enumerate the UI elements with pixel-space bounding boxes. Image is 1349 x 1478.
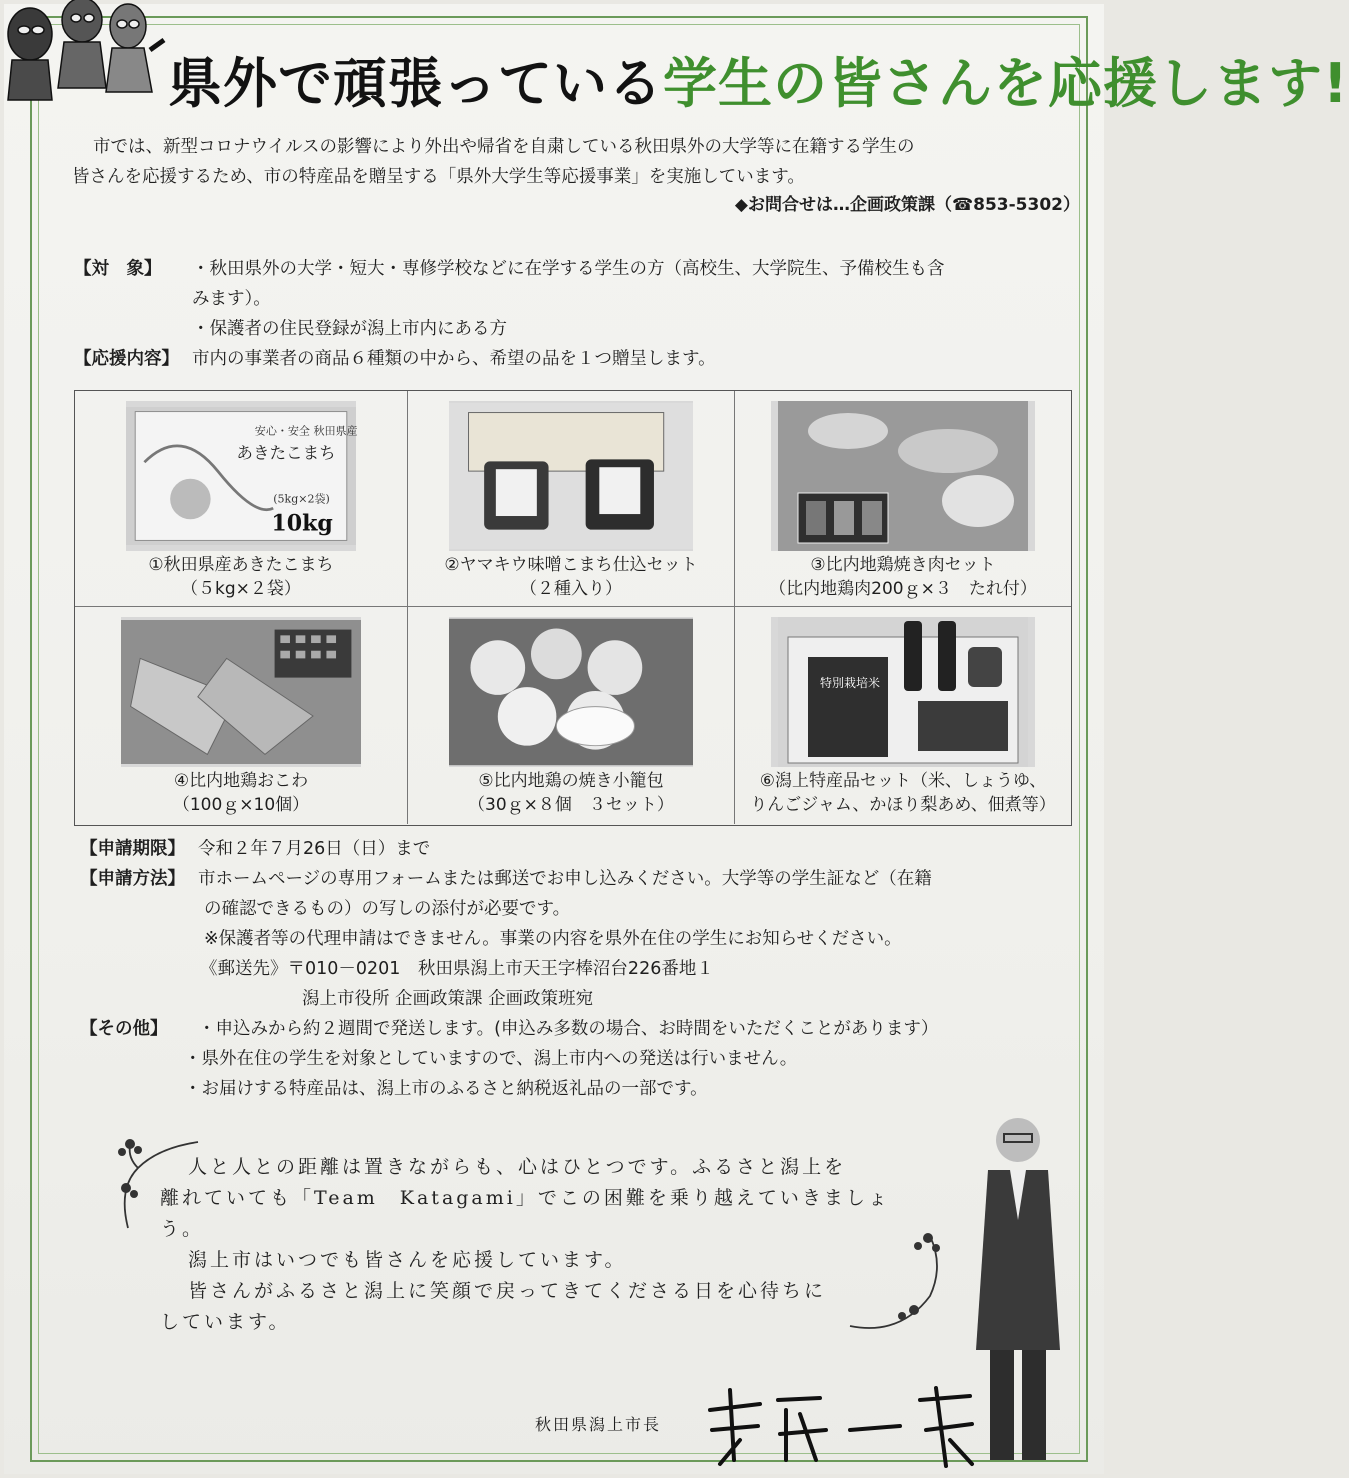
target-item-2: ・保護者の住民登録が潟上市内にある方 — [192, 319, 507, 339]
headline-part2: 学生の皆さんを応援します! — [663, 52, 1349, 115]
message-line-3: 潟上市はいつでも皆さんを応援しています。 — [188, 1249, 627, 1271]
product-card-rice — [75, 391, 408, 607]
product-card-okowa — [75, 607, 408, 824]
message-line-2: 離れていても「Team Katagami」でこの困難を乗り越えていきましょう。 — [160, 1187, 890, 1240]
target-item-1b: みます）。 — [192, 289, 271, 309]
target-item-1a: ・秋田県外の大学・短大・専修学校などに在学する学生の方（高校生、大学院生、予備校生も含 — [192, 259, 945, 279]
support-label: 【応援内容】 — [74, 349, 179, 369]
product-detail-5: （30ｇ×８個 ３セット） — [468, 795, 674, 815]
mayor-message — [160, 1152, 920, 1338]
product-name-5: ⑤比内地鶏の焼き小籠包 — [478, 771, 664, 791]
okowa-photo — [121, 617, 361, 767]
product-detail-1: （５kg×２袋） — [181, 579, 301, 599]
mayor-title: 秋田県潟上市長 — [535, 1415, 662, 1434]
other-row — [80, 1014, 1080, 1044]
method-label: 【申請方法】 — [80, 869, 185, 889]
target-label: 【対 象】 — [74, 259, 162, 279]
support-section — [74, 344, 716, 374]
other-line-2: ・県外在住の学生を対象としていますので、潟上市内への発送は行いません。 — [184, 1049, 798, 1069]
intro-line-2: 皆さんを応援するため、市の特産品を贈呈する「県外大学生等応援事業」を実施しています。 — [72, 167, 805, 187]
product-caption-5 — [408, 769, 734, 817]
product-caption-1 — [75, 553, 407, 601]
other-line-3: ・お届けする特産品は、潟上市のふるさと納税返礼品の一部です。 — [184, 1079, 708, 1099]
product-name-4: ④比内地鶏おこわ — [173, 771, 309, 791]
product-name-3: ③比内地鶏焼き肉セット — [810, 555, 996, 575]
product-caption-4 — [75, 769, 407, 817]
target-section — [74, 254, 945, 284]
xiaolongbao-photo — [449, 617, 693, 767]
product-caption-3 — [735, 553, 1071, 601]
application-section — [80, 834, 1080, 1104]
headline-part1: 県外で頑張っている — [168, 52, 663, 115]
product-card-xiaolongbao — [408, 607, 735, 824]
method-line-1: 市ホームページの専用フォームまたは郵送でお申し込みください。大学等の学生証など（在籍 — [198, 869, 932, 889]
deadline-label: 【申請期限】 — [80, 839, 185, 859]
product-name-6: ⑥潟上特産品セット（米、しょうゆ、 — [759, 771, 1047, 791]
other-label: 【その他】 — [80, 1019, 168, 1039]
headline — [168, 44, 1349, 124]
intro-line-1: 市では、新型コロナウイルスの影響により外出や帰省を自粛している秋田県外の大学等に在籍する学生の — [93, 137, 915, 157]
method-line-2: の確認できるもの）の写しの添付が必要です。 — [204, 899, 571, 919]
deadline-text: 令和２年７月26日（日）まで — [198, 839, 431, 859]
product-caption-2 — [408, 553, 734, 601]
rice-label-1: 安心・安全 秋田県産 — [254, 424, 358, 438]
mayor-signature — [700, 1380, 980, 1470]
other-line-1: ・申込みから約２週間で発送します。(申込み多数の場合、お時間をいただくことがあります） — [198, 1019, 939, 1039]
mailing-recipient: 潟上市役所 企画政策課 企画政策班宛 — [302, 989, 594, 1009]
mailing-address: 《郵送先》〒010－0201 秋田県潟上市天王字棒沼台226番地１ — [200, 959, 714, 979]
miso-set-photo — [449, 401, 693, 551]
yakiniku-photo — [771, 401, 1035, 551]
rice-bag-photo — [126, 401, 356, 551]
specialty-set-photo — [771, 617, 1035, 767]
rice-label-4: 10kg — [271, 510, 333, 537]
contact-info: ◆お問合せは…企画政策課（☎853-5302） — [734, 195, 1080, 215]
mayor-photo — [968, 1100, 1068, 1470]
product-name-2: ②ヤマキウ味噌こまち仕込セット — [444, 555, 698, 575]
product-detail-2: （２種入り） — [520, 579, 622, 599]
product-caption-6 — [735, 769, 1071, 817]
intro-text — [72, 132, 1082, 192]
rice-label-2: あきたこまち — [236, 443, 336, 463]
message-line-4: 皆さんがふるさと潟上に笑顔で戻ってきてくださる日を心待ちに — [188, 1280, 827, 1302]
product-detail-6: りんごジャム、かほり梨あめ、佃煮等） — [750, 795, 1056, 815]
message-line-1: 人と人との距離は置きながらも、心はひとつです。ふるさと潟上を — [188, 1156, 847, 1178]
product-detail-3: （比内地鶏肉200ｇ×３ たれ付） — [769, 579, 1037, 599]
product-detail-4: （100ｇ×10個） — [172, 795, 310, 815]
product-card-miso — [408, 391, 735, 607]
deadline-row — [80, 834, 1080, 864]
product-card-yakiniku — [735, 391, 1071, 607]
method-line-3: ※保護者等の代理申請はできません。事業の内容を県外在住の学生にお知らせください。 — [204, 929, 902, 949]
specialty-label: 特別栽培米 — [820, 676, 881, 690]
product-card-specialty-set — [735, 607, 1071, 824]
method-row — [80, 864, 1080, 894]
rice-label-3: (5kg×2袋) — [273, 492, 330, 506]
product-name-1: ①秋田県産あきたこまち — [148, 555, 334, 575]
product-grid — [74, 390, 1072, 826]
support-text: 市内の事業者の商品６種類の中から、希望の品を１つ贈呈します。 — [192, 349, 716, 369]
message-line-5: しています。 — [160, 1311, 291, 1333]
mascot-illustration — [0, 0, 165, 112]
